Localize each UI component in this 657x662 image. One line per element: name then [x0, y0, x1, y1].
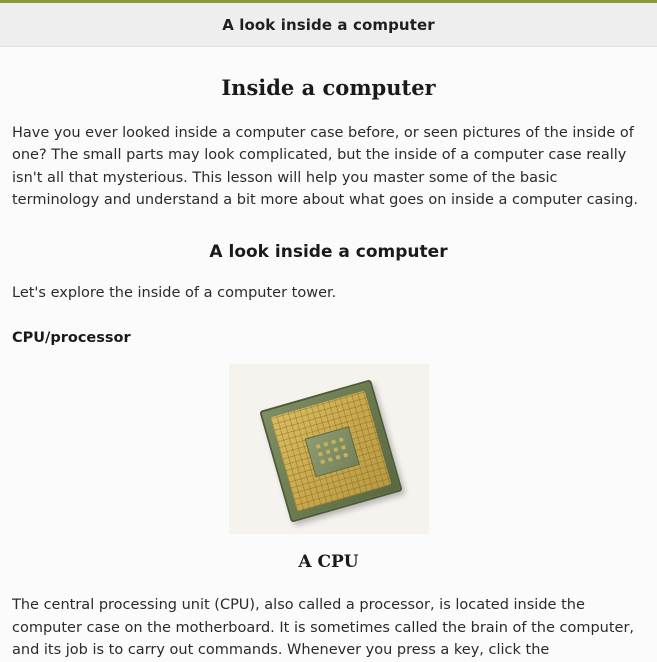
window-header	[0, 3, 657, 47]
document-content	[0, 75, 657, 662]
cpu-paragraph: The central processing unit (CPU), also called a processor, is located inside the computer case on the motherboard. It is sometimes called the brain of the computer, and its job is to carry out commands. Whenever you press a key, click the	[12, 597, 635, 659]
cpu-figure	[12, 364, 645, 572]
page-title: A look inside a computer	[222, 15, 435, 34]
cpu-chip-core-dots	[313, 435, 351, 469]
subsection-heading-cpu: CPU/processor	[12, 330, 131, 347]
figure-caption: A CPU	[298, 552, 359, 573]
document-title: Inside a computer	[221, 75, 436, 100]
intro-paragraph: Have you ever looked inside a computer case before, or seen pictures of the inside of one? The small parts may look complicated, but the inside of a computer case really isn't all that mysterious. This lesson will help you master some of the basic terminology and understand a bit more about what goes on inside a computer casing.	[12, 125, 639, 209]
cpu-chip-body	[259, 380, 402, 523]
cpu-chip-icon	[229, 364, 429, 534]
section-heading: A look inside a computer	[209, 241, 448, 262]
section-intro-paragraph: Let's explore the inside of a computer tower.	[12, 284, 337, 301]
